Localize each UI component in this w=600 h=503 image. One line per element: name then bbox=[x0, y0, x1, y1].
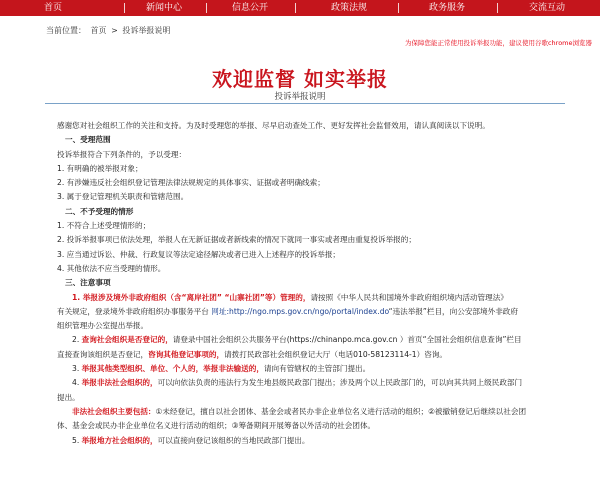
list-item: 2. 有涉嫌违反社会组织登记管理法律法规规定的具体事实、证据或者明确线索； bbox=[57, 178, 325, 188]
ngo-platform-link[interactable]: 网址:http://ngo.mps.gov.cn/ngo/portal/index.do bbox=[211, 306, 389, 316]
nav-separator bbox=[497, 3, 498, 13]
section-title-notes: 三、注意事项 bbox=[65, 278, 111, 288]
note-item bbox=[57, 362, 572, 376]
note-highlight: 1. 举报涉及境外非政府组织（含“离岸社团” “山寨社团”等）管理的， bbox=[72, 292, 311, 302]
list-item: 3. 属于登记管理机关职责和管辖范围。 bbox=[57, 192, 189, 202]
note-number: 2. bbox=[72, 335, 82, 345]
note-item bbox=[57, 333, 572, 347]
note-highlight: 举报非法社会组织的， bbox=[81, 378, 158, 388]
nav-separator bbox=[398, 3, 399, 13]
note-highlight: 查询社会组织是否登记的， bbox=[81, 335, 173, 345]
note-text: “违法举报”栏目，向公安部境外非政府 bbox=[388, 306, 518, 316]
note-number: 4. bbox=[72, 378, 82, 388]
note-text: 可以向依法负责的违法行为发生地县级民政部门提出；涉及两个以上民政部门的，可以向其共同上级民政部门 bbox=[157, 378, 523, 388]
list-item: 2. 投诉举报事项已依法处理，举报人在无新证据或者新线索的情况下就同一事实或者理由重复投诉举报的； bbox=[57, 235, 416, 245]
note-item: 组织管理办公室提出举报。 bbox=[57, 321, 149, 331]
note-text: 请按照《中华人民共和国境外非政府组织境内活动管理法》 bbox=[310, 292, 508, 302]
note-text: 请拨打民政部社会组织登记大厅（电话010-58123114-1）咨询。 bbox=[224, 349, 447, 359]
note-highlight: 非法社会组织主要包括： bbox=[72, 406, 156, 416]
note-item: 体、基金会或民办非企业单位名义进行活动的组织；③筹备期间开展筹备以外活动的社会团体。 bbox=[57, 421, 376, 431]
list-item: 1. 有明确的被举报对象； bbox=[57, 163, 143, 173]
nav-interaction[interactable]: 交流互动 bbox=[529, 3, 566, 13]
nav-separator bbox=[206, 3, 207, 13]
nav-info-disclosure[interactable]: 信息公开 bbox=[232, 3, 269, 13]
note-item bbox=[57, 434, 572, 448]
page-subtitle: 投诉举报说明 bbox=[274, 92, 326, 102]
note-highlight: 咨询其他登记事项的， bbox=[148, 349, 225, 359]
note-text: 请登录中国社会组织公共服务平台(https://chinanpo.mca.gov.cn ）首页“全国社会组织信息查询”栏目 bbox=[172, 335, 522, 345]
note-text: 有关规定，登录境外非政府组织办事服务平台 bbox=[57, 306, 212, 316]
note-highlight: 举报地方社会组织的， bbox=[81, 435, 158, 445]
note-number: 3. bbox=[72, 364, 82, 374]
breadcrumb-home-link[interactable]: 首页 bbox=[90, 26, 107, 35]
intro-paragraph: 感谢您对社会组织工作的关注和支持。为及时受理您的举报、尽早启动查处工作、更好发挥社会监督效用，请认真阅读以下说明。 bbox=[57, 121, 490, 130]
nav-policy[interactable]: 政策法规 bbox=[331, 3, 368, 13]
breadcrumb-current: 投诉举报说明 bbox=[122, 26, 171, 35]
article-body bbox=[57, 119, 572, 448]
nav-gov-service[interactable]: 政务服务 bbox=[429, 3, 466, 13]
list-item: 1. 不符合上述受理情形的； bbox=[57, 221, 151, 231]
note-item bbox=[57, 376, 572, 390]
note-text: 直接查询该组织是否登记， bbox=[57, 349, 149, 359]
list-item: 4. 其他依法不应当受理的情形。 bbox=[57, 263, 166, 273]
breadcrumb bbox=[46, 25, 172, 36]
note-number: 5. bbox=[72, 435, 82, 445]
page-headline: 欢迎监督 如实举报 bbox=[212, 67, 388, 91]
note-item bbox=[57, 291, 572, 305]
section-lead: 投诉举报符合下列条件的，予以受理： bbox=[57, 149, 187, 159]
nav-separator bbox=[124, 3, 125, 13]
section-title-rejected: 二、不予受理的情形 bbox=[65, 206, 134, 216]
note-text: 请向有管辖权的主管部门提出。 bbox=[263, 364, 371, 374]
title-divider bbox=[45, 103, 565, 104]
note-item bbox=[57, 348, 572, 362]
nav-separator bbox=[295, 3, 296, 13]
top-navigation-bar bbox=[0, 0, 600, 16]
note-highlight: 举报其他类型组织、单位、个人的，举报非法输送的， bbox=[81, 364, 264, 374]
section-title-scope: 一、受理范围 bbox=[65, 135, 111, 145]
note-item bbox=[57, 305, 572, 319]
breadcrumb-prefix: 当前位置： bbox=[46, 26, 86, 35]
list-item: 3. 应当通过诉讼、仲裁、行政复议等法定途径解决或者已进入上述程序的投诉举报； bbox=[57, 249, 341, 259]
note-text: ①未经登记，擅自以社会团体、基金会或者民办非企业单位名义进行活动的组织；②被撤销登记后继续以社会团 bbox=[155, 406, 527, 416]
breadcrumb-separator: > bbox=[111, 26, 118, 35]
note-text: 可以直接向登记该组织的当地民政部门提出。 bbox=[157, 435, 310, 445]
nav-home[interactable]: 首页 bbox=[44, 3, 63, 13]
nav-news[interactable]: 新闻中心 bbox=[146, 3, 183, 13]
browser-notice: 为保障您能正常使用投诉举报功能，建议使用谷歌chrome浏览器 bbox=[404, 39, 592, 47]
note-item: 提出。 bbox=[57, 392, 80, 402]
note-item bbox=[57, 405, 572, 419]
